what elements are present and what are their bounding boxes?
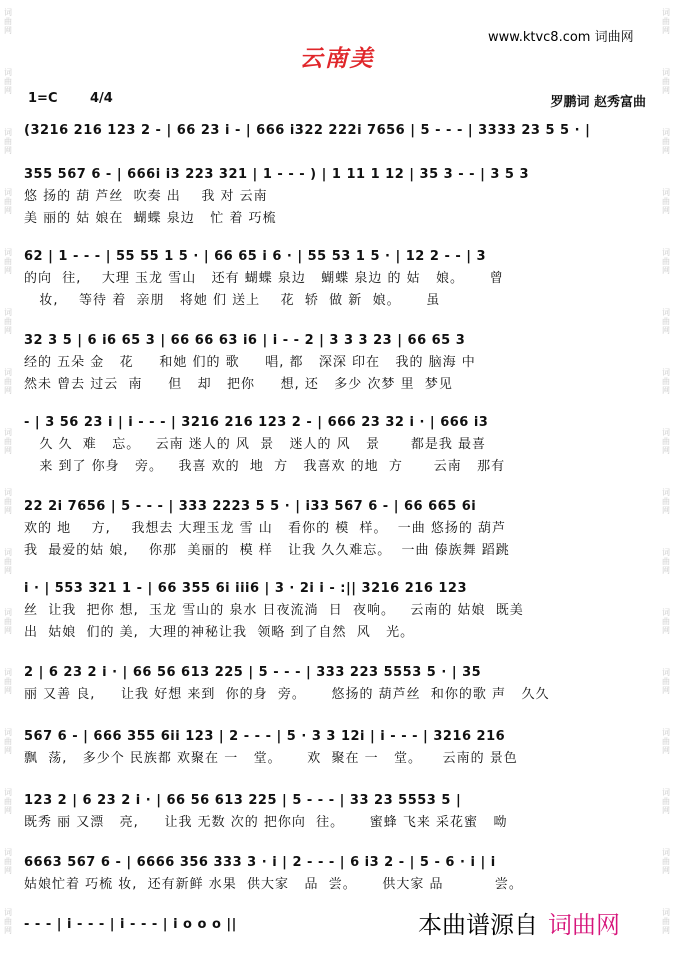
lyric-line: 美 丽的 姑 娘在 蝴蝶 泉边 忙 着 巧梳 xyxy=(24,211,277,226)
watermark-text: 词曲网 xyxy=(4,368,12,395)
watermark-text: 词曲网 xyxy=(662,548,670,575)
source-footer xyxy=(418,905,620,940)
notation-line: (3216 216 123 2 - | 66 23 i - | 666 i322 222i 7656 | 5 - - - | 3333 23 5 5 · | xyxy=(24,123,591,138)
watermark-text: 词曲网 xyxy=(662,308,670,335)
lyric-line: 飘 荡, 多少个 民族都 欢聚在 一 堂。 欢 聚在 一 堂。 云南的 景色 xyxy=(24,751,518,766)
watermark-text: 词曲网 xyxy=(662,728,670,755)
watermark-text: 词曲网 xyxy=(662,248,670,275)
lyric-line: 的向 往, 大理 玉龙 雪山 还有 蝴蝶 泉边 蝴蝶 泉边 的 姑 娘。 曾 xyxy=(24,271,504,286)
site-name: 词曲网 xyxy=(594,30,634,45)
watermark-text: 词曲网 xyxy=(4,608,12,635)
watermark-text: 词曲网 xyxy=(662,848,670,875)
left-watermark-strip xyxy=(0,0,16,965)
notation-line: - | 3 56 23 i | i - - - | 3216 216 123 2 - | 666 23 32 i · | 666 i3 xyxy=(24,415,489,430)
watermark-text: 词曲网 xyxy=(4,428,12,455)
watermark-text: 词曲网 xyxy=(662,188,670,215)
notation-line: 567 6 - | 666 355 6ii 123 | 2 - - - | 5 · 3 3 12i | i - - - | 3216 216 xyxy=(24,729,506,744)
lyric-line: 妆, 等待 着 亲朋 将她 们 送上 花 轿 做 新 娘。 虽 xyxy=(24,293,441,308)
watermark-text: 词曲网 xyxy=(4,728,12,755)
watermark-text: 词曲网 xyxy=(662,8,670,35)
credits: 罗鹏词 赵秀富曲 xyxy=(550,95,646,110)
watermark-text: 词曲网 xyxy=(662,68,670,95)
score-line xyxy=(24,662,650,706)
lyric-line: 我 最爱的姑 娘, 你那 美丽的 模 样 让我 久久难忘。 一曲 傣族舞 蹈跳 xyxy=(24,543,510,558)
key-signature: 1=C xyxy=(28,91,58,106)
score-line xyxy=(24,164,650,230)
score-line xyxy=(24,412,650,478)
watermark-text: 词曲网 xyxy=(662,368,670,395)
watermark-text: 词曲网 xyxy=(4,8,12,35)
notation-line: 355 567 6 - | 666i i3 223 321 | 1 - - - ) | 1 11 1 12 | 35 3 - - | 3 5 3 xyxy=(24,167,530,182)
watermark-text: 词曲网 xyxy=(662,608,670,635)
watermark-text: 词曲网 xyxy=(662,908,670,935)
watermark-text: 词曲网 xyxy=(662,488,670,515)
score-line xyxy=(24,578,650,644)
watermark-text: 词曲网 xyxy=(662,428,670,455)
watermark-text: 词曲网 xyxy=(4,128,12,155)
watermark-text: 词曲网 xyxy=(4,308,12,335)
watermark-text: 词曲网 xyxy=(4,848,12,875)
site-url[interactable]: www.ktvc8.com xyxy=(488,30,591,45)
notation-line: 32 3 5 | 6 i6 65 3 | 66 66 63 i6 | i - - 2 | 3 3 3 23 | 66 65 3 xyxy=(24,333,466,348)
watermark-text: 词曲网 xyxy=(4,68,12,95)
notation-line: - - - | i - - - | i - - - | i o o o || xyxy=(24,917,237,932)
lyric-line: 悠 扬的 葫 芦丝 吹奏 出 我 对 云南 xyxy=(24,189,268,204)
watermark-text: 词曲网 xyxy=(662,788,670,815)
time-signature: 4/4 xyxy=(90,91,113,106)
watermark-text: 词曲网 xyxy=(4,908,12,935)
lyric-line: 姑娘忙着 巧梳 妆, 还有新鲜 水果 供大家 品 尝。 供大家 品 尝。 xyxy=(24,877,523,892)
lyric-line: 丽 又善 良, 让我 好想 来到 你的身 旁。 悠扬的 葫芦丝 和你的歌 声 久久 xyxy=(24,687,550,702)
watermark-text: 词曲网 xyxy=(662,128,670,155)
notation-line: 62 | 1 - - - | 55 55 1 5 · | 66 65 i 6 · | 55 53 1 5 · | 12 2 - - | 3 xyxy=(24,249,487,264)
watermark-text: 词曲网 xyxy=(4,548,12,575)
lyric-line: 丝 让我 把你 想, 玉龙 雪山的 泉水 日夜流淌 日 夜响。 云南的 姑娘 既美 xyxy=(24,603,524,618)
watermark-text: 词曲网 xyxy=(4,788,12,815)
score-line xyxy=(24,914,404,936)
notation-line: 6663 567 6 - | 6666 356 333 3 · i | 2 - - - | 6 i3 2 - | 5 - 6 · i | i xyxy=(24,855,496,870)
notation-line: i · | 553 321 1 - | 66 355 6i iii6 | 3 · 2i i - :|| 3216 216 123 xyxy=(24,581,468,596)
watermark-text: 词曲网 xyxy=(4,668,12,695)
watermark-text: 词曲网 xyxy=(4,188,12,215)
lyric-line: 既秀 丽 又漂 亮, 让我 无数 次的 把你向 往。 蜜蜂 飞来 采花蜜 呦 xyxy=(24,815,508,830)
right-watermark-strip xyxy=(658,0,674,965)
notation-line: 123 2 | 6 23 2 i · | 66 56 613 225 | 5 - - - | 33 23 5553 5 | xyxy=(24,793,462,808)
score-line xyxy=(24,852,650,896)
lyric-line: 经的 五朵 金 花 和她 们的 歌 唱, 都 深深 印在 我的 脑海 中 xyxy=(24,355,476,370)
lyric-line: 出 姑娘 们的 美, 大理的神秘让我 领略 到了自然 风 光。 xyxy=(24,625,415,640)
notation-line: 22 2i 7656 | 5 - - - | 333 2223 5 5 · | i33 567 6 - | 66 665 6i xyxy=(24,499,477,514)
score-line xyxy=(24,496,650,562)
watermark-text: 词曲网 xyxy=(662,668,670,695)
source-site-name[interactable]: 词曲网 xyxy=(548,911,620,939)
watermark-text: 词曲网 xyxy=(4,488,12,515)
score-line xyxy=(24,246,650,312)
lyric-line: 久 久 难 忘。 云南 迷人的 风 景 迷人的 风 景 都是我 最喜 xyxy=(24,437,486,452)
lyric-line: 欢的 地 方, 我想去 大理玉龙 雪 山 看你的 模 样。 一曲 悠扬的 葫芦 xyxy=(24,521,507,536)
score-line xyxy=(24,120,650,142)
lyric-line: 然未 曾去 过云 南 但 却 把你 想, 还 多少 次梦 里 梦见 xyxy=(24,377,453,392)
song-title: 云南美 xyxy=(299,45,375,72)
score-line xyxy=(24,790,650,834)
watermark-text: 词曲网 xyxy=(4,248,12,275)
notation-line: 2 | 6 23 2 i · | 66 56 613 225 | 5 - - - | 333 223 5553 5 · | 35 xyxy=(24,665,482,680)
score-line xyxy=(24,330,650,396)
lyric-line: 来 到了 你身 旁。 我喜 欢的 地 方 我喜欢 的地 方 云南 那有 xyxy=(24,459,506,474)
source-text: 本曲谱源自 xyxy=(418,911,538,939)
score-line xyxy=(24,726,650,770)
